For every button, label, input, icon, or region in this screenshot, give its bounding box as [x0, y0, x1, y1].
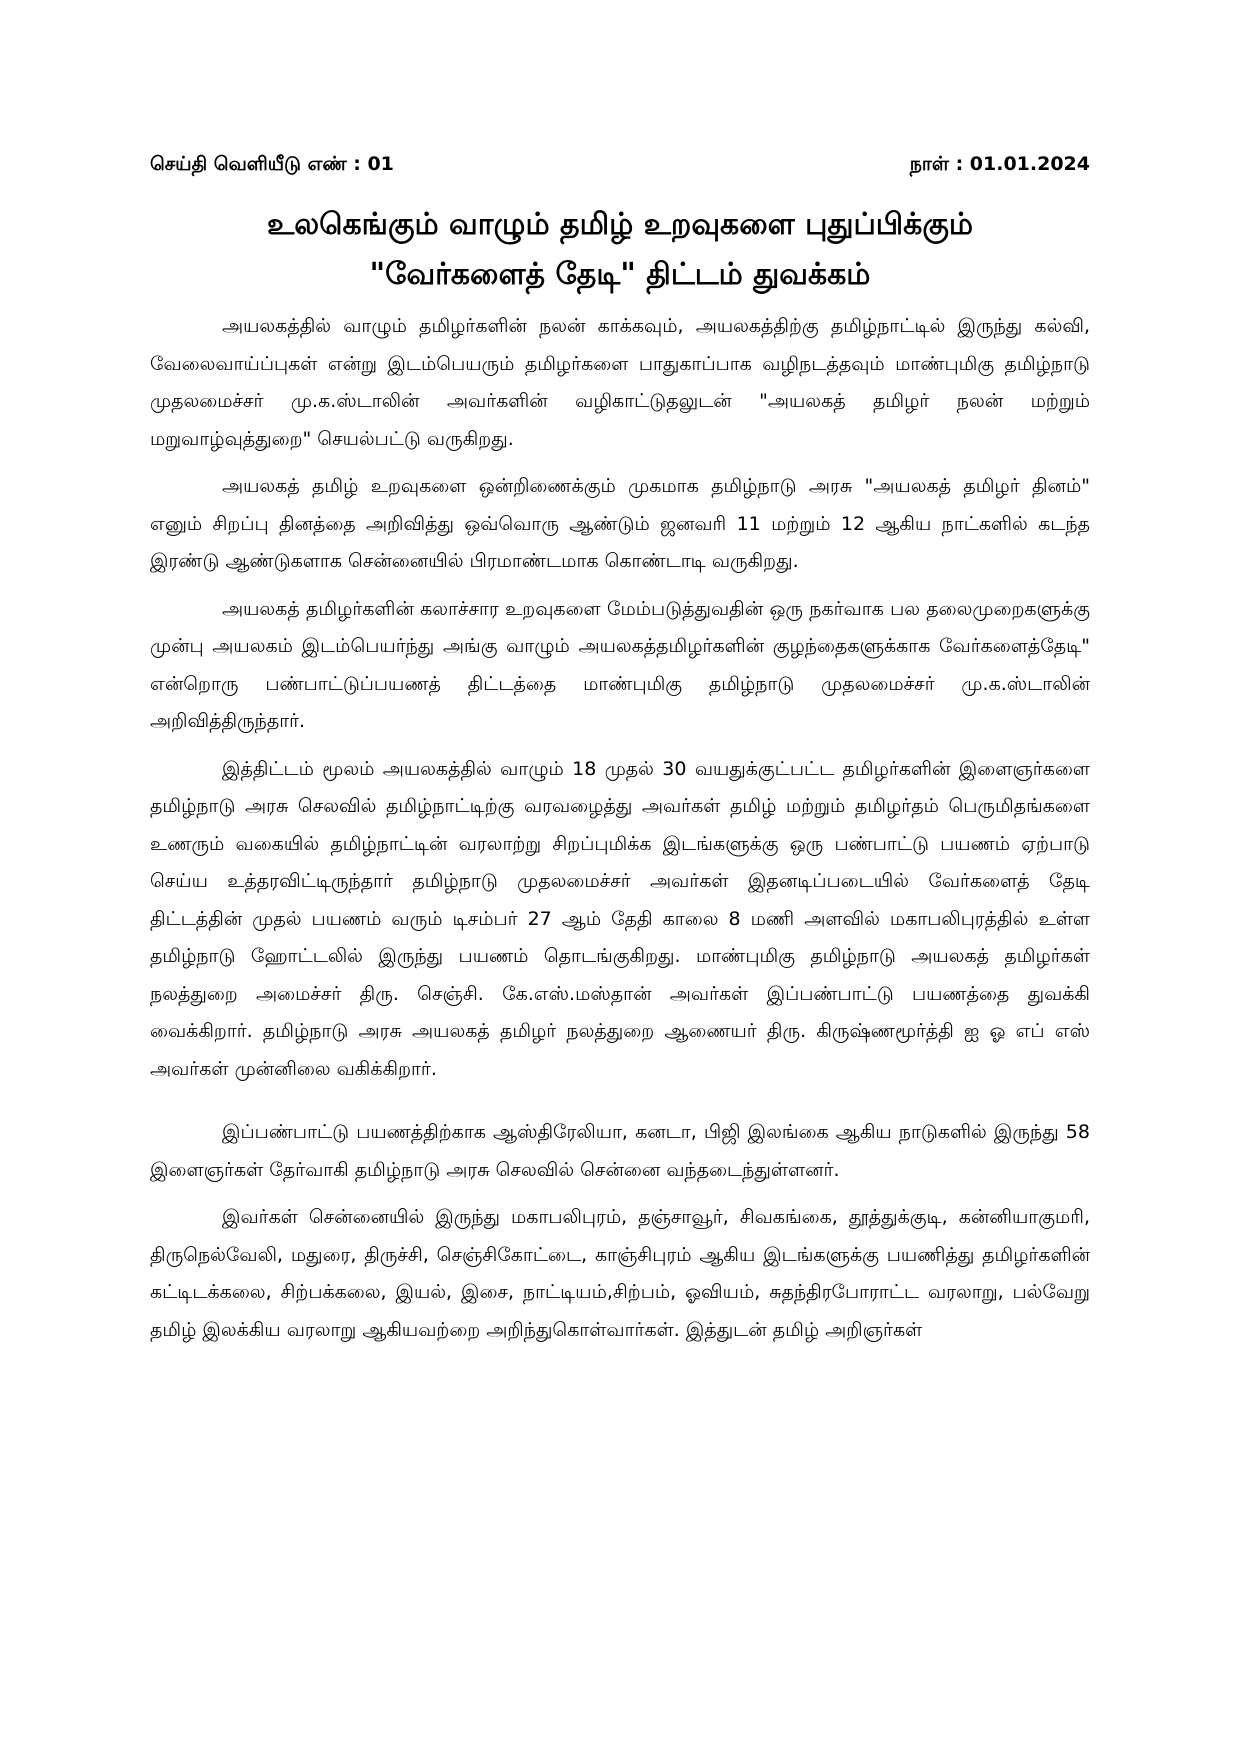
title-line-1: உலகெங்கும் வாழும் தமிழ் உறவுகளை புதுப்பிக்கும்	[267, 207, 973, 242]
paragraph-3: அயலகத் தமிழர்களின் கலாச்சார உறவுகளை மேம்படுத்துவதின் ஒரு நகர்வாக பல தலைமுறைகளுக்கு முன்பு அயலகம் இடம்பெயர்ந்து அங்கு வாழும் அயலகத்தமிழர்களின் குழந்தைகளுக்காக வேர்களைத்தேடி" என்றொரு பண்பாட்டுப்பயணத் திட்டத்தை மாண்புமிகு தமிழ்நாடு முதலமைச்சர் மு.க.ஸ்டாலின் அறிவித்திருந்தார்.	[150, 597, 1090, 732]
paragraph-6: இவர்கள் சென்னையில் இருந்து மகாபலிபுரம், தஞ்சாவூர், சிவகங்கை, தூத்துக்குடி, கன்னியாகுமரி, திருநெல்வேலி, மதுரை, திருச்சி, செஞ்சிகோட்டை, காஞ்சிபுரம் ஆகிய இடங்களுக்கு பயணித்து தமிழர்களின் கட்டிடக்கலை, சிற்பக்கலை, இயல், இசை, நாட்டியம்,சிற்பம், ஓவியம், சுதந்திரபோராட்ட வரலாறு, பல்வேறு தமிழ் இலக்கிய வரலாறு ஆகியவற்றை அறிந்துகொள்வார்கள். இத்துடன் தமிழ் அறிஞர்கள்	[150, 1206, 1090, 1341]
title-line-2: "வேர்களைத் தேடி" திட்டம் துவக்கம்	[369, 257, 871, 292]
paragraph-4: இத்திட்டம் மூலம் அயலகத்தில் வாழும் 18 முதல் 30 வயதுக்குட்பட்ட தமிழர்களின் இளைஞர்களை தமிழ்நாடு அரசு செலவில் தமிழ்நாட்டிற்கு வரவழைத்து அவர்கள் தமிழ் மற்றும் தமிழர்தம் பெருமிதங்களை உணரும் வகையில் தமிழ்நாட்டின் வரலாற்று சிறப்புமிக்க இடங்களுக்கு ஒரு பண்பாட்டு பயணம் ஏற்பாடு செய்ய உத்தரவிட்டிருந்தார் தமிழ்நாடு முதலமைச்சர் அவர்கள் இதனடிப்படையில் வேர்களைத் தேடி திட்டத்தின் முதல் பயணம் வரும் டிசம்பர் 27 ஆம் தேதி காலை 8 மணி அளவில் மகாபலிபுரத்தில் உள்ள தமிழ்நாடு ஹோட்டலில் இருந்து பயணம் தொடங்குகிறது. மாண்புமிகு தமிழ்நாடு அயலகத் தமிழர்கள் நலத்துறை அமைச்சர் திரு. செஞ்சி. கே.எஸ்.மஸ்தான் அவர்கள் இப்பண்பாட்டு பயணத்தை துவக்கி வைக்கிறார். தமிழ்நாடு அரசு அயலகத் தமிழர் நலத்துறை ஆணையர் திரு. கிருஷ்ணமூர்த்தி ஐ ஓ எப் எஸ் அவர்கள் முன்னிலை வகிக்கிறார்.	[150, 757, 1090, 1080]
release-date: நாள் : 01.01.2024	[909, 153, 1090, 175]
page-title	[150, 200, 1090, 300]
paragraph-2: அயலகத் தமிழ் உறவுகளை ஒன்றிணைக்கும் முகமாக தமிழ்நாடு அரசு "அயலகத் தமிழர் தினம்" எனும் சிறப்பு தினத்தை அறிவித்து ஒவ்வொரு ஆண்டும் ஜனவரி 11 மற்றும் 12 ஆகிய நாட்களில் கடந்த இரண்டு ஆண்டுகளாக சென்னையில் பிரமாண்டமாக கொண்டாடி வருகிறது.	[150, 475, 1090, 572]
document-header	[150, 150, 1090, 178]
release-number: செய்தி வெளியீடு எண் : 01	[150, 153, 394, 175]
paragraph-1: அயலகத்தில் வாழும் தமிழர்களின் நலன் காக்கவும், அயலகத்திற்கு தமிழ்நாட்டில் இருந்து கல்வி, வேலைவாய்ப்புகள் என்று இடம்பெயரும் தமிழர்களை பாதுகாப்பாக வழிநடத்தவும் மாண்புமிகு தமிழ்நாடு முதலமைச்சர் மு.க.ஸ்டாலின் அவர்களின் வழிகாட்டுதலுடன் "அயலகத் தமிழர் நலன் மற்றும் மறுவாழ்வுத்துறை" செயல்பட்டு வருகிறது.	[150, 315, 1090, 450]
paragraph-5: இப்பண்பாட்டு பயணத்திற்காக ஆஸ்திரேலியா, கனடா, பிஜி இலங்கை ஆகிய நாடுகளில் இருந்து 58 இளைஞர்கள் தேர்வாகி தமிழ்நாடு அரசு செலவில் சென்னை வந்தடைந்துள்ளனர்.	[150, 1121, 1090, 1181]
press-release-page	[150, 150, 1090, 1359]
